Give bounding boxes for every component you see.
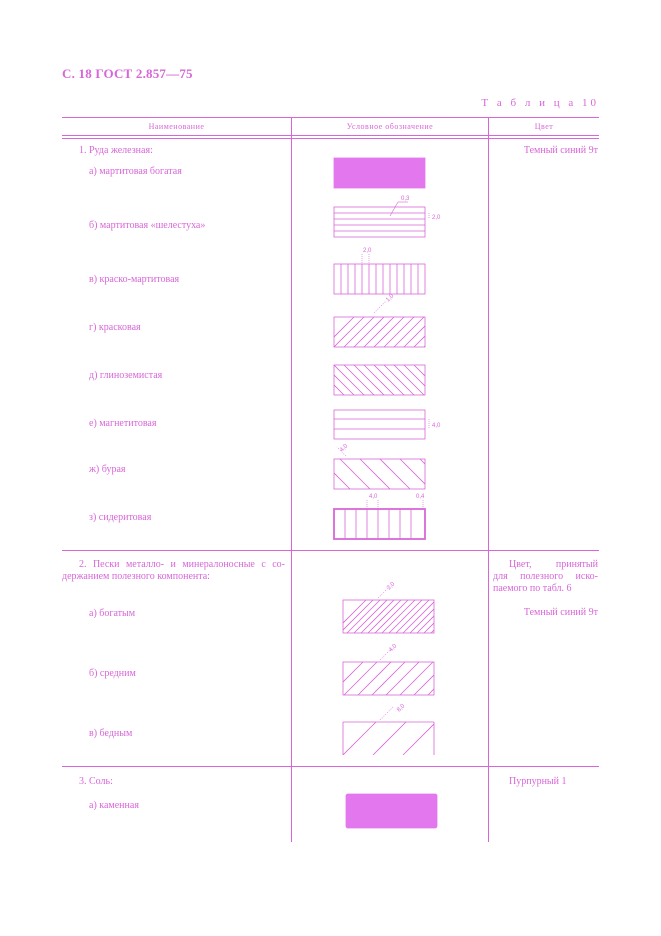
symbol-glinozemistaya <box>314 365 444 395</box>
section1-title: 1. Руда железная: <box>79 145 153 156</box>
section2-color-line3: паемого по табл. 6 <box>493 583 572 594</box>
symbol-sand-rich <box>333 586 464 633</box>
symbol-rock-salt <box>346 794 437 828</box>
s1-item-zh: ж) бурая <box>89 464 126 475</box>
section2-title-line2: держанием полезного компонента: <box>62 571 210 582</box>
symbol-buraya <box>320 447 450 489</box>
dim-b-top: 0,3 <box>401 196 410 202</box>
section3-title: 3. Соль: <box>79 776 113 787</box>
column-header-symbol: Условное обозначение <box>346 122 434 131</box>
s2-item-b: б) средним <box>89 668 136 679</box>
s1-item-v: в) краско-мартитовая <box>89 274 180 285</box>
section2-title-line1: 2. Пески металло- и минералоносные с со- <box>79 559 285 570</box>
page-header: С. 18 ГОСТ 2.857—75 <box>62 66 193 81</box>
dim-e-side: 4,0 <box>432 423 441 429</box>
symbol-kraskovaya <box>324 301 454 347</box>
symbol-magnetite <box>334 410 429 439</box>
section3-color: Пурпурный 1 <box>509 776 567 787</box>
s1-item-g: г) красковая <box>89 322 141 333</box>
s1-item-z: з) сидеритовая <box>89 512 152 523</box>
s3-item-a: а) каменная <box>89 800 139 811</box>
symbol-krasko-martite <box>334 254 425 294</box>
dim-2a-diag: 2,0 <box>386 581 397 592</box>
dim-z-right: 0,4 <box>416 494 425 500</box>
column-header-name: Наименование <box>148 122 205 131</box>
s2-item-a: а) богатым <box>89 608 136 619</box>
section2-color-line2: для полезного иско- <box>493 571 598 582</box>
symbol-siderite <box>334 500 425 539</box>
dim-zh-diag: 4,0 <box>339 443 350 454</box>
section2-color2: Темный синий 9т <box>523 607 598 618</box>
dim-b-side: 2,0 <box>432 215 441 221</box>
section2-color-line1: Цвет, принятый <box>509 559 598 570</box>
column-header-color: Цвет <box>534 122 554 131</box>
s1-item-e: е) магнетитовая <box>89 418 157 429</box>
s1-item-b: б) мартитовая «шелестуха» <box>89 220 206 231</box>
symbol-sand-medium <box>330 648 461 695</box>
s2-item-v: в) бедным <box>89 728 133 739</box>
dim-2v-diag: 8,0 <box>396 703 407 714</box>
section1-color: Темный синий 9т <box>523 145 598 156</box>
symbol-sand-poor <box>343 706 436 755</box>
dim-g-diag: 1,0 <box>385 293 396 304</box>
dim-2b-diag: 4,0 <box>388 643 399 654</box>
symbol-martite-shelestukha <box>334 202 429 237</box>
symbol-rich-martite <box>334 158 425 188</box>
table-label: Т а б л и ц а 10 <box>481 97 599 109</box>
dim-z-left: 4,0 <box>369 494 378 500</box>
dim-v-top: 2,0 <box>363 248 372 254</box>
s1-item-a: а) мартитовая богатая <box>89 166 182 177</box>
s1-item-d: д) глиноземистая <box>89 370 163 381</box>
